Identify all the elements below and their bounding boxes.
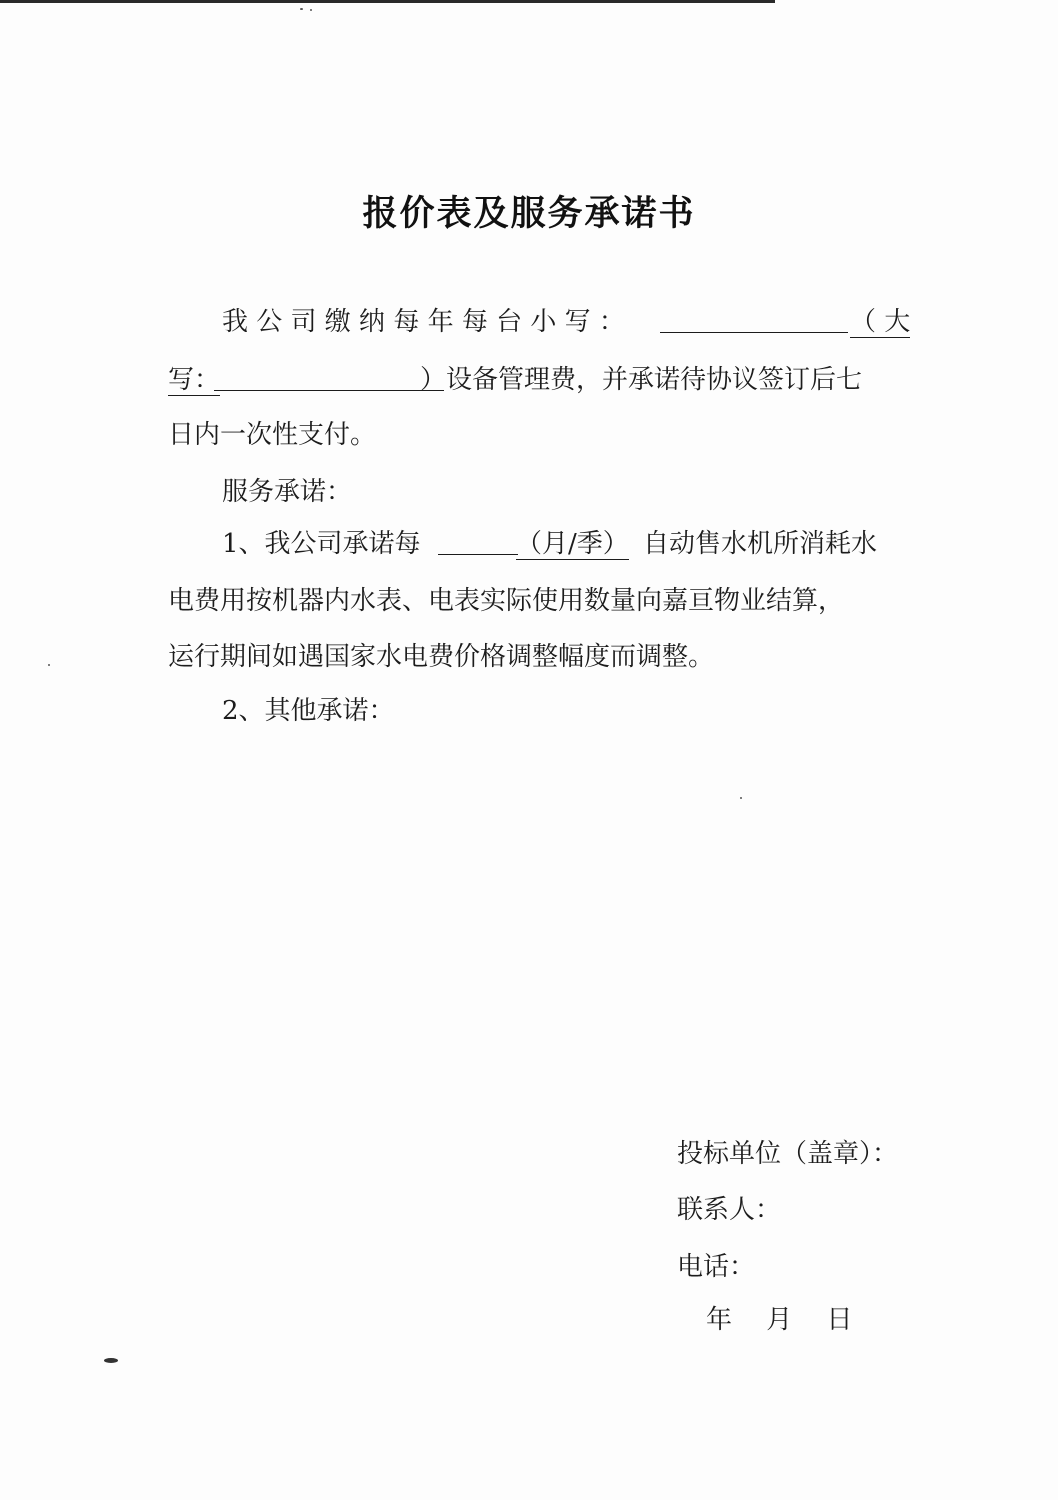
scan-edge-line xyxy=(0,0,775,3)
item1-line-3: 运行期间如遇国家水电费价格调整幅度而调整。 xyxy=(168,642,715,672)
fee-uppercase-label: 写： xyxy=(168,365,221,395)
fee-lowercase-blank xyxy=(660,304,848,333)
item1-period-blank xyxy=(438,526,518,555)
item2-heading: 2、其他承诺： xyxy=(222,696,395,726)
scan-speck xyxy=(740,797,742,799)
fee-uppercase-blank xyxy=(214,362,444,391)
scan-speck xyxy=(310,9,312,11)
phone-label: 电话： xyxy=(677,1252,756,1282)
item1-prefix: 1、我公司承诺每 xyxy=(222,529,421,559)
fee-lowercase-label: 我 公 司 缴 纳 每 年 每 台 小 写 ： xyxy=(222,307,625,337)
document-title: 报价表及服务承诺书 xyxy=(362,194,696,234)
fee-line-2 xyxy=(168,363,220,397)
scan-speck xyxy=(48,664,50,666)
fee-uppercase-open: （ 大 xyxy=(850,307,911,337)
item1-suffix: 自动售水机所消耗水 xyxy=(643,529,878,559)
fee-line-3: 日内一次性支付。 xyxy=(168,420,377,450)
item1-unit: （月/季） xyxy=(516,529,629,559)
service-heading: 服务承诺： xyxy=(222,477,353,507)
bidder-seal-label: 投标单位（盖章）： xyxy=(677,1139,899,1169)
scan-speck xyxy=(300,8,303,10)
fee-line-1 xyxy=(222,305,625,339)
scan-speck xyxy=(104,1358,118,1363)
item1-line-2: 电费用按机器内水表、电表实际使用数量向嘉亘物业结算， xyxy=(168,586,845,616)
date-label: 年 月 日 xyxy=(706,1305,853,1335)
contact-label: 联系人： xyxy=(677,1195,782,1225)
fee-line-2-suffix: ）设备管理费，并承诺待协议签订后七 xyxy=(420,365,863,395)
